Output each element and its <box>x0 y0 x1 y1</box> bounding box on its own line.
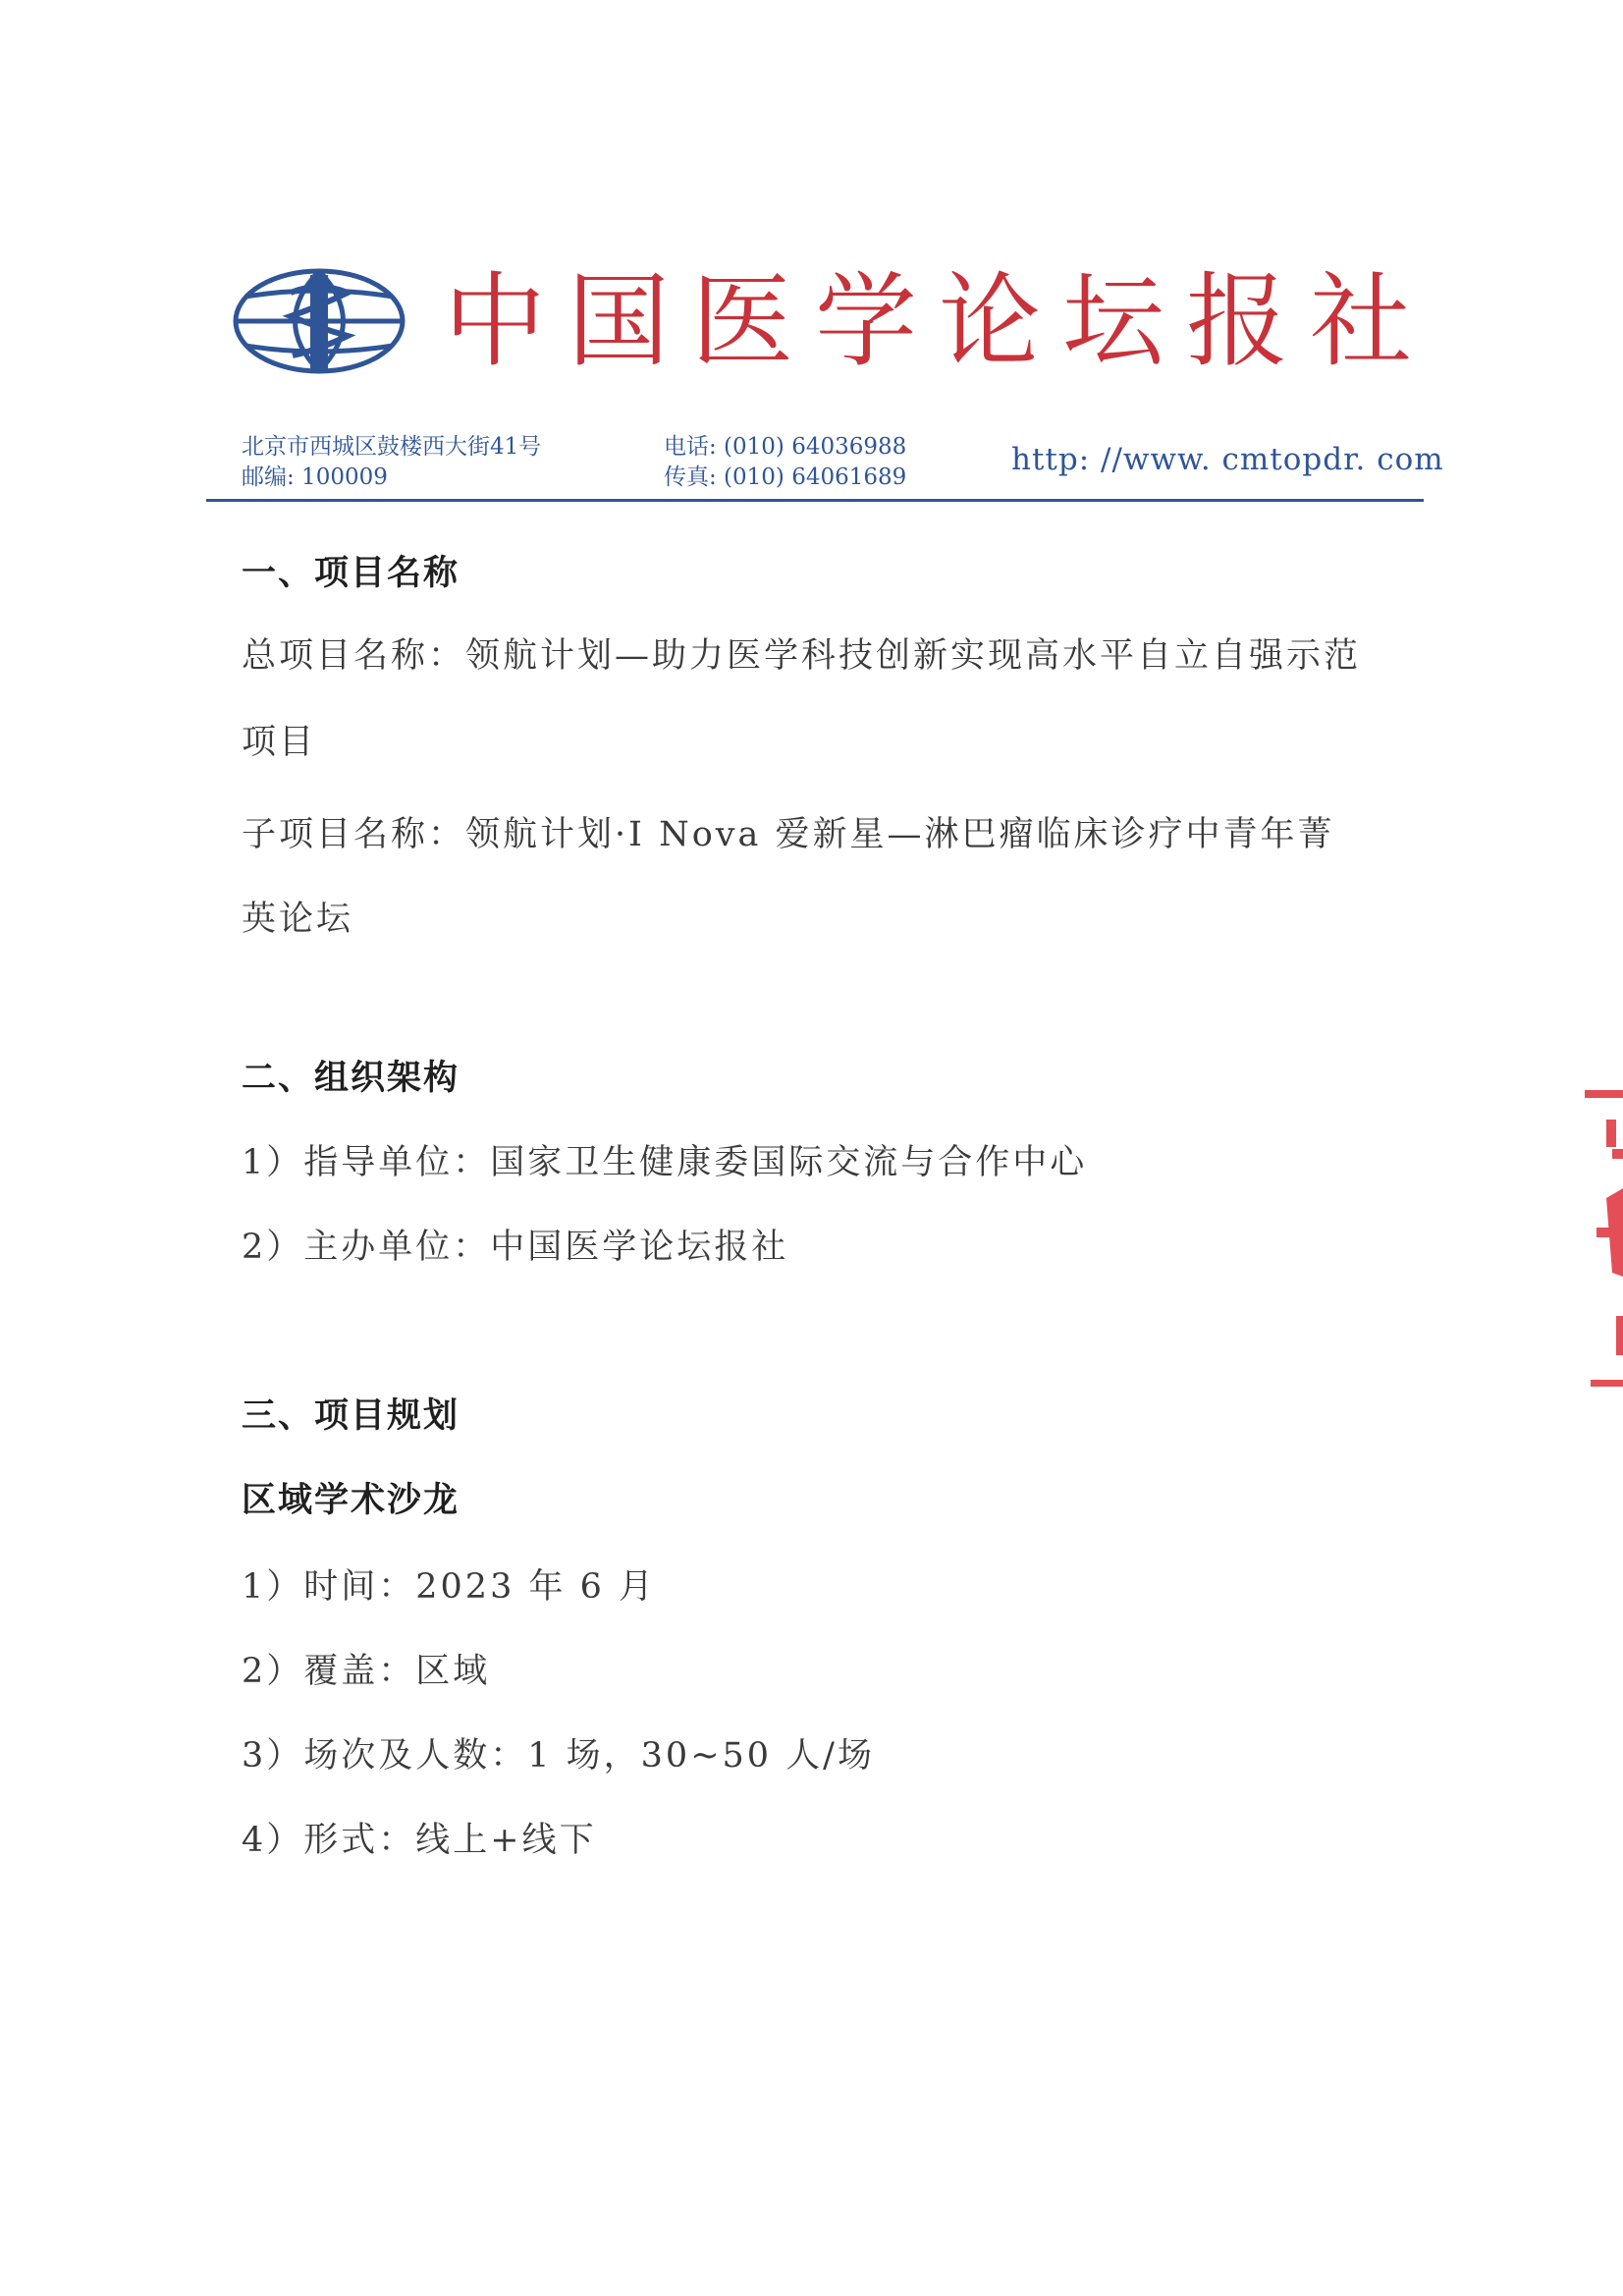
header-divider <box>206 499 1424 502</box>
sub-project-name-line2: 英论坛 <box>242 900 354 939</box>
website-link[interactable]: http: //www. cmtopdr. com <box>1011 442 1444 477</box>
list-item: 1）指导单位：国家卫生健康委国际交流与合作中心 <box>242 1143 1088 1182</box>
main-project-name-line1: 总项目名称：领航计划—助力医学科技创新实现高水平自立自强示范 <box>242 636 1362 676</box>
phone-block <box>664 432 906 493</box>
address-block <box>242 432 541 493</box>
red-seal-fragment-icon <box>1577 1080 1623 1404</box>
list-item: 2）覆盖：区域 <box>242 1652 491 1691</box>
main-project-name-line2: 项目 <box>242 723 317 762</box>
section-title-project-plan: 三、项目规划 <box>242 1396 460 1436</box>
fax: 传真: (010) 64061689 <box>664 465 907 490</box>
subsection-title: 区域学术沙龙 <box>242 1481 460 1520</box>
globe-caduceus-icon <box>232 267 406 375</box>
org-name: 中国医学论坛报社 <box>444 261 1434 381</box>
section-title-organization: 二、组织架构 <box>242 1059 460 1098</box>
list-item: 2）主办单位：中国医学论坛报社 <box>242 1228 789 1267</box>
list-item: 4）形式：线上+线下 <box>242 1821 597 1860</box>
list-item: 1）时间：2023 年 6 月 <box>242 1567 656 1607</box>
address: 北京市西城区鼓楼西大街41号 <box>242 434 542 460</box>
phone: 电话: (010) 64036988 <box>664 434 907 460</box>
section-title-project-name: 一、项目名称 <box>242 554 460 593</box>
list-item: 3）场次及人数：1 场，30~50 人/场 <box>242 1736 875 1776</box>
sub-project-name-line1: 子项目名称：领航计划·I Nova 爱新星—淋巴瘤临床诊疗中青年菁 <box>242 815 1335 854</box>
postcode: 邮编: 100009 <box>242 465 388 490</box>
